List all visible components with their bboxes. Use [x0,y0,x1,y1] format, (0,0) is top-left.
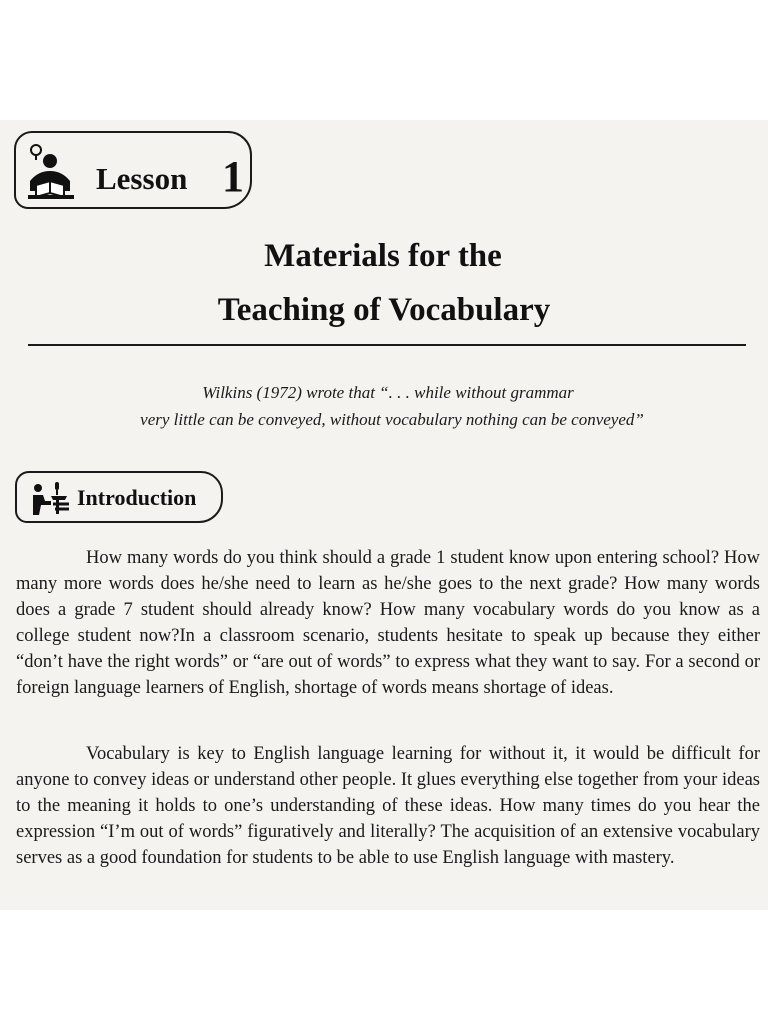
paragraph-2: Vocabulary is key to English language learning for without it, it would be difficult for anyone to convey ideas or understand other people. It glues everything else together from your ideas to the meaning it holds to one’s understanding of these ideas. How many times do you hear the expression “I’m out of words” figuratively and literally? The acquisition of an extensive vocabulary serves as a good foundation for students to be able to use English language with mastery. [16,744,760,868]
epigraph-line-2: very little can be conveyed, without vocabulary nothing can be conveyed” [140,410,644,429]
page-title-line-1: Materials for the [264,238,502,274]
section-heading: Introduction [77,485,197,510]
page-title-line-2: Teaching of Vocabulary [217,292,551,328]
lesson-number: 1 [222,152,244,201]
speaker-at-podium-icon [31,481,77,515]
reader-with-lightbulb-icon [24,141,88,205]
epigraph-line-1: Wilkins (1972) wrote that “. . . while without grammar [202,383,574,402]
title-divider [28,344,746,346]
paragraph-1: How many words do you think should a grade 1 student know upon entering school? How many more words does he/she need to learn as he/she goes to the next grade? How many words does a grade 7 student should already know? How many vocabulary words do you know as a college student now?In a classroom scenario, students hesitate to speak up because they either “don’t have the right words” or “are out of words” to express what they want to say. For a second or foreign language learners of English, shortage of words means shortage of ideas. [16,548,760,698]
section-heading-badge [15,471,223,523]
lesson-badge [14,131,252,209]
lesson-label: Lesson [96,161,188,196]
document-page [0,120,768,910]
